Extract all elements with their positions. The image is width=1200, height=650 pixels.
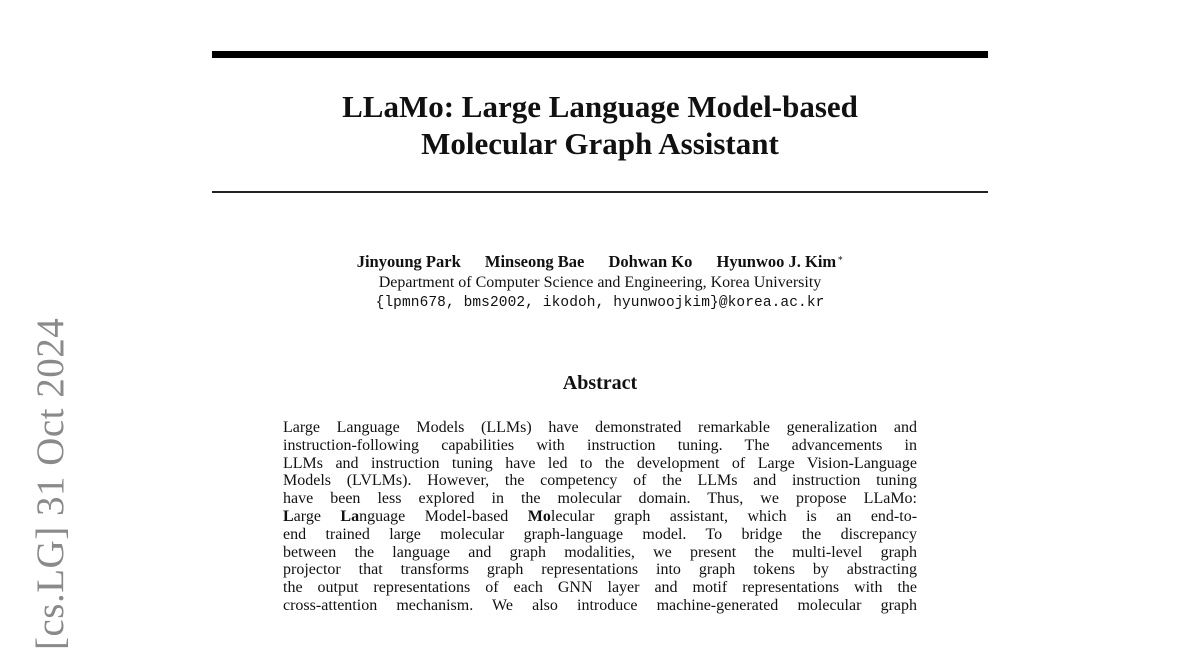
abstract-line: Large Language Models (LLMs) have demonstrated remarkable generalization and xyxy=(283,419,917,436)
abstract-line: instruction-following capabilities with instruction tuning. The advancements in xyxy=(283,436,917,454)
author-name-text: Hyunwoo J. Kim xyxy=(716,252,837,271)
paper-title xyxy=(212,88,988,162)
abstract-line xyxy=(283,508,917,526)
abstract-body xyxy=(283,419,917,615)
author-block xyxy=(212,248,988,314)
abstract-emphasis: Mo xyxy=(527,507,551,525)
abstract-text-run: lecular graph assistant, which is an end-to- xyxy=(550,507,917,525)
title-line-1: LLaMo: Large Language Model-based xyxy=(342,89,858,124)
abstract-line: end trained large molecular graph-language model. To bridge the discrepancy xyxy=(283,525,917,543)
title-bottom-rule xyxy=(212,191,988,193)
abstract-line: Models (LVLMs). However, the competency of the LLMs and instruction tuning xyxy=(283,472,917,490)
abstract-emphasis: L xyxy=(283,507,294,525)
author-name-corresponding xyxy=(717,252,844,271)
affiliation: Department of Computer Science and Engineering, Korea University xyxy=(378,274,822,291)
abstract-line: LLMs and instruction tuning have led to the development of Large Vision-Language xyxy=(283,454,917,472)
author-name: Jinyoung Park xyxy=(356,252,461,271)
author-emails: {lpmn678, bms2002, ikodoh, hyunwoojkim}@korea.ac.kr xyxy=(375,295,825,311)
author-list xyxy=(212,248,988,272)
author-name: Minseong Bae xyxy=(484,252,585,271)
abstract-line: the output representations of each GNN layer and motif representations with the xyxy=(283,579,917,597)
abstract-emphasis: La xyxy=(340,507,360,525)
abstract-line: have been less explored in the molecular domain. Thus, we propose LLaMo: xyxy=(283,490,917,508)
abstract-heading: Abstract xyxy=(562,372,638,394)
abstract-text-run: nguage Model-based xyxy=(359,507,528,525)
title-top-rule xyxy=(212,51,988,58)
author-name: Dohwan Ko xyxy=(608,252,693,271)
corresponding-author-mark: ∗ xyxy=(837,253,844,263)
arxiv-stamp: [cs.LG] 31 Oct 2024 xyxy=(29,317,72,650)
abstract-line: cross-attention mechanism. We also introduce machine-generated molecular graph xyxy=(283,596,917,614)
abstract-line: between the language and graph modalities, we present the multi-level graph xyxy=(283,543,917,561)
abstract-line: projector that transforms graph representations into graph tokens by abstracting xyxy=(283,561,917,579)
title-line-2: Molecular Graph Assistant xyxy=(421,126,779,161)
abstract-text-run: arge xyxy=(293,507,341,525)
